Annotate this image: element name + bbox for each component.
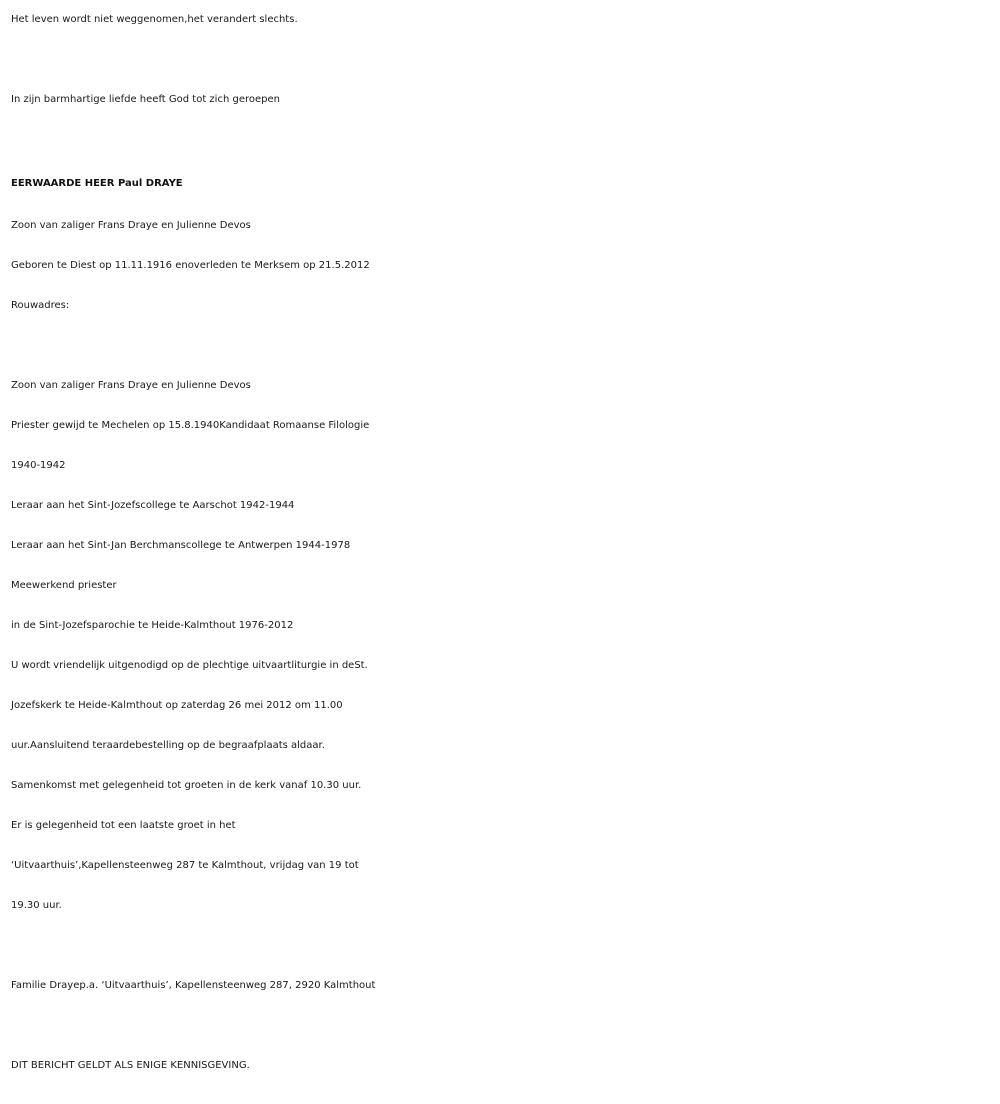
spacer	[11, 326, 991, 366]
parents-line: Zoon van zaliger Frans Draye en Julienne Devos	[11, 220, 251, 231]
biography-line: ‘Uitvaarthuis’,Kapellensteenweg 287 te Kalmthout, vrijdag van 19 tot	[11, 860, 359, 871]
biography-line: Er is gelegenheid tot een laatste groet in het	[11, 820, 236, 831]
biography-line: 1940-1942	[11, 460, 66, 471]
family-line: Familie Drayep.a. ‘Uitvaarthuis’, Kapellensteenweg 287, 2920 Kalmthout	[11, 980, 376, 991]
biography-line: Samenkomst met gelegenheid tot groeten in de kerk vanaf 10.30 uur.	[11, 780, 362, 791]
biography-line: Jozefskerk te Heide-Kalmthout op zaterdag 26 mei 2012 om 11.00	[11, 700, 343, 711]
biography-line: Meewerkend priester	[11, 580, 117, 591]
biography-line: uur.Aansluitend teraardebestelling op de begraafplaats aldaar.	[11, 740, 325, 751]
closing-notice: DIT BERICHT GELDT ALS ENIGE KENNISGEVING.	[11, 1060, 250, 1071]
biography-line: Priester gewijd te Mechelen op 15.8.1940Kandidaat Romaanse Filologie	[11, 420, 370, 431]
obituary-notice	[11, 0, 991, 1086]
address-label: Rouwadres:	[11, 300, 70, 311]
biography-line: U wordt vriendelijk uitgenodigd op de plechtige uitvaartliturgie in deSt.	[11, 660, 368, 671]
biography-line: 19.30 uur.	[11, 900, 62, 911]
spacer	[11, 40, 991, 80]
spacer	[11, 926, 991, 966]
called-to-god-line: In zijn barmhartige liefde heeft God tot zich geroepen	[11, 94, 280, 105]
opening-quote: Het leven wordt niet weggenomen,het verandert slechts.	[11, 14, 298, 25]
biography-line: Leraar aan het Sint-Jozefscollege te Aarschot 1942-1944	[11, 500, 295, 511]
biography-line: in de Sint-Jozefsparochie te Heide-Kalmthout 1976-2012	[11, 620, 294, 631]
birth-death-line: Geboren te Diest op 11.11.1916 enoverleden te Merksem op 21.5.2012	[11, 260, 370, 271]
biography-line: Zoon van zaliger Frans Draye en Julienne Devos	[11, 380, 251, 391]
spacer	[11, 120, 991, 160]
biography-line: Leraar aan het Sint-Jan Berchmanscollege te Antwerpen 1944-1978	[11, 540, 351, 551]
deceased-name: EERWAARDE HEER Paul DRAYE	[11, 178, 183, 189]
spacer	[11, 1006, 991, 1046]
biography-block	[11, 366, 991, 926]
